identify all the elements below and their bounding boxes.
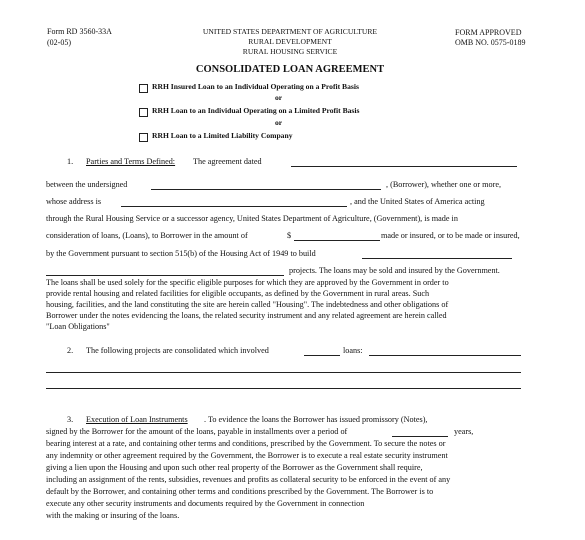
between-label: between the undersigned <box>46 180 128 189</box>
loan-amount-field[interactable] <box>294 240 380 241</box>
form-date: (02-05) <box>47 38 71 47</box>
made-insured-text: made or insured, or to be made or insured, <box>381 231 520 240</box>
section3-line7: default by the Borrower, and containing other terms and conditions prescribed by the Government. The Borrower is to <box>46 487 434 496</box>
agency-line-2: RURAL DEVELOPMENT <box>248 37 332 46</box>
section3-line5: giving a lien upon the Housing and upon such other real property of the Borrower as the Government shall require, <box>46 463 423 472</box>
section3-line6: including an assignment of the rents, subsidies, revenues and profits as collateral security to be enforced in the event of any <box>46 475 451 484</box>
option-label-profit: RRH Insured Loan to an Individual Operating on a Profit Basis <box>152 82 359 91</box>
para-line-2: provide rental housing and related facilities for eligible occupants, as defined by the Government in rural areas. Such <box>46 289 430 298</box>
borrower-address-field[interactable] <box>121 206 347 207</box>
option-checkbox-llc[interactable] <box>139 133 148 142</box>
para-line-3: housing, facilities, and the land constituting the site are herein called "Housing". The indebtedness and other obligations of <box>46 300 449 309</box>
section1-intro: The agreement dated <box>193 157 262 166</box>
borrower-name-field[interactable] <box>151 189 381 190</box>
option-checkbox-limited-profit[interactable] <box>139 108 148 117</box>
section3-number: 3. <box>67 415 74 424</box>
borrower-suffix: , (Borrower), whether one or more, <box>386 180 502 189</box>
para-line-5: "Loan Obligations" <box>46 322 110 331</box>
by-government-text: by the Government pursuant to section 515(b) of the Housing Act of 1949 to build <box>46 249 316 258</box>
section2-text: The following projects are consolidated which involved <box>86 346 269 355</box>
page-title: CONSOLIDATED LOAN AGREEMENT <box>195 64 385 75</box>
option-checkbox-profit[interactable] <box>139 84 148 93</box>
years-label: years, <box>454 427 474 436</box>
section2-number: 2. <box>67 346 74 355</box>
loans-field-2[interactable] <box>46 372 521 373</box>
usa-acting-text: , and the United States of America acting <box>350 197 485 206</box>
section3-line2: signed by the Borrower for the amount of the loans, payable in installments over a period of <box>46 427 348 436</box>
loans-field-1[interactable] <box>369 355 521 356</box>
para-line-1: The loans shall be used solely for the specific eligible purposes for which they are approved by the Government in order to <box>46 278 449 287</box>
projects-text: projects. The loans may be sold and insured by the Government. <box>289 266 500 275</box>
consideration-text: consideration of loans, (Loans), to Borrower in the amount of <box>46 231 248 240</box>
section3-line4: any indemnity or other agreement required by the Government, the Borrower is to execute a real estate security instrument <box>46 451 448 460</box>
build-purpose-field-2[interactable] <box>46 275 284 276</box>
form-approved-label: FORM APPROVED <box>455 28 522 37</box>
or-label-1: or <box>275 93 283 102</box>
loans-label: loans: <box>343 346 363 355</box>
build-purpose-field-1[interactable] <box>362 258 512 259</box>
option-label-limited-profit: RRH Loan to an Individual Operating on a Limited Profit Basis <box>152 106 360 115</box>
through-text: through the Rural Housing Service or a successor agency, United States Department of Agriculture, (Government), is made in <box>46 214 458 223</box>
section3-line9: with the making or insuring of the loans. <box>46 511 180 520</box>
loans-field-3[interactable] <box>46 388 521 389</box>
section3-line8: execute any other security instruments and documents required by the Government in connection <box>46 499 365 508</box>
para-line-4: Borrower under the notes evidencing the loans, the related security instrument and any related agreement are herein called <box>46 311 447 320</box>
section1-heading: Parties and Terms Defined: <box>86 157 176 166</box>
agency-line-1: UNITED STATES DEPARTMENT OF AGRICULTURE <box>202 27 378 36</box>
agency-line-3: RURAL HOUSING SERVICE <box>242 47 338 56</box>
agreement-date-field[interactable] <box>291 166 517 167</box>
or-label-2: or <box>275 118 283 127</box>
omb-number: OMB NO. 0575-0189 <box>455 38 526 47</box>
years-field[interactable] <box>392 436 448 437</box>
address-label: whose address is <box>46 197 102 206</box>
loan-count-field[interactable] <box>304 355 340 356</box>
option-label-llc: RRH Loan to a Limited Liability Company <box>152 131 293 140</box>
form-number: Form RD 3560-33A <box>47 27 112 36</box>
section3-heading: Execution of Loan Instruments <box>86 415 188 424</box>
dollar-sign: $ <box>287 231 292 240</box>
section3-intro: . To evidence the loans the Borrower has issued promissory (Notes), <box>204 415 428 424</box>
section1-number: 1. <box>67 157 74 166</box>
section3-line3: bearing interest at a rate, and containing other terms and conditions, prescribed by the Government. To secure the notes or <box>46 439 446 448</box>
